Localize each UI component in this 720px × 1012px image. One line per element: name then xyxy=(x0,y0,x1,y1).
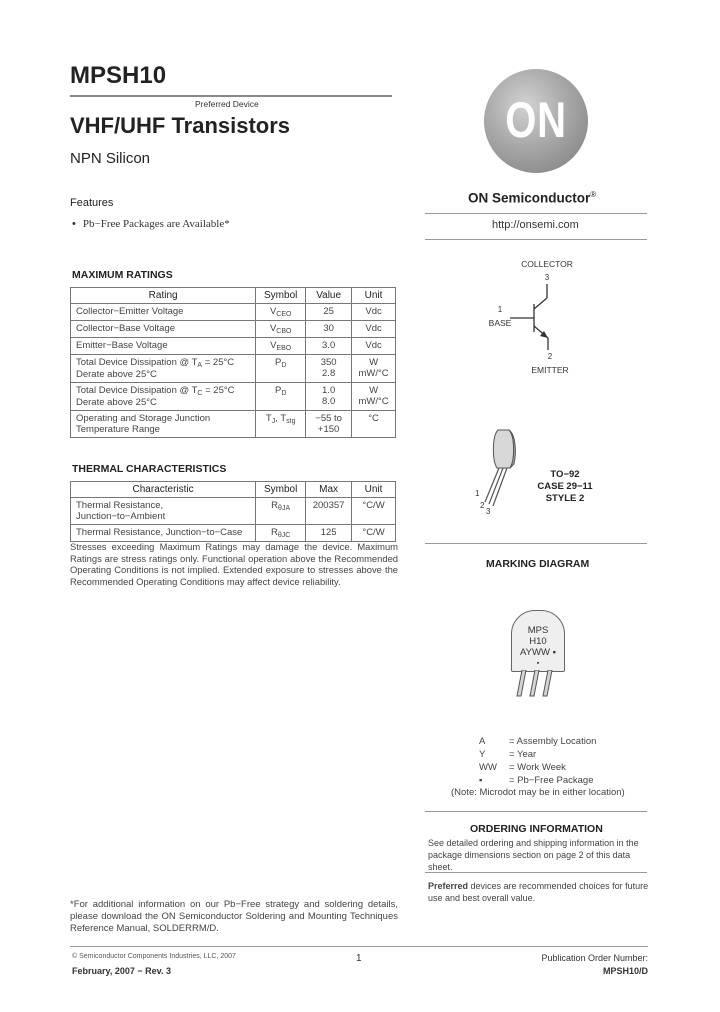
ordering-text: See detailed ordering and shipping information in the package dimensions section on page 2 of this data sheet. xyxy=(428,838,639,872)
unit-cell: Vdc xyxy=(352,304,396,321)
value-cell: 350 2.8 xyxy=(306,355,352,383)
brand-name: ON Semiconductor® xyxy=(468,190,597,206)
bullet: • xyxy=(72,218,76,230)
preferred-rule xyxy=(425,872,647,873)
feature-item xyxy=(72,218,230,230)
preferred-note: Preferred devices are recommended choices for future use and best overall value. xyxy=(428,881,649,903)
thermal-heading: THERMAL CHARACTERISTICS xyxy=(72,463,227,475)
unit-cell: Vdc xyxy=(352,321,396,338)
rating-cell: Total Device Dissipation @ $T_A = 25^\circ C$ Derate above 25°C xyxy=(71,355,256,383)
column-header: Characteristic xyxy=(71,482,256,498)
url-rule xyxy=(425,239,647,240)
footnote: *For additional information on our Pb−Free strategy and soldering details, please download the ON Semiconductor Soldering and Mounting Techniques Reference Manual, SOLDERRM/D. xyxy=(70,899,398,934)
stresses-note: Stresses exceeding Maximum Ratings may damage the device. Maximum Ratings are stress ratings only. Functional operation above the Recommended Operating Conditions is not implied. Extended exposure to stresses above the Recommended Operating Conditions may affect device reliability. xyxy=(70,541,398,587)
table-row xyxy=(71,355,396,383)
unit-cell: W mW/°C xyxy=(352,383,396,411)
marking-body xyxy=(511,610,565,672)
package-style: STYLE 2 xyxy=(545,493,585,504)
max-ratings-table xyxy=(70,287,396,438)
npn-symbol-icon xyxy=(510,284,548,350)
page-title: VHF/UHF Transistors xyxy=(70,113,291,138)
legend-item: WW = Work Week xyxy=(479,762,566,773)
pin-number: 2 xyxy=(480,501,485,510)
table-row xyxy=(71,304,396,321)
emitter-label: EMITTER xyxy=(531,365,569,375)
on-logo xyxy=(484,69,588,173)
symbol-cell: $P_D$ xyxy=(256,383,306,411)
pin-number: 2 xyxy=(547,352,553,361)
preferred-device-label: Preferred Device xyxy=(195,99,259,109)
legend-item: ▪ = Pb−Free Package xyxy=(479,775,594,786)
unit-cell: °C xyxy=(352,411,396,438)
marking-line-2: H10 xyxy=(529,636,547,647)
unit-cell: °C/W xyxy=(352,498,396,525)
pin-number: 3 xyxy=(544,273,550,282)
value-cell: 25 xyxy=(306,304,352,321)
marking-rule xyxy=(425,543,647,544)
base-label: BASE xyxy=(488,318,512,328)
column-header: Symbol xyxy=(256,288,306,304)
package-type: TO−92 xyxy=(550,469,580,480)
legend-item: A = Assembly Location xyxy=(479,736,597,747)
logo-text: ON xyxy=(505,92,567,148)
table-row xyxy=(71,525,396,542)
table-row xyxy=(71,498,396,525)
page-subtitle: NPN Silicon xyxy=(70,150,151,167)
legend-note: (Note: Microdot may be in either location) xyxy=(451,787,625,798)
thermal-table xyxy=(70,481,396,542)
symbol-cell: $R_{\theta JA}$ xyxy=(256,498,306,525)
marking-leads-icon xyxy=(512,670,562,698)
symbol-cell: $V_{CBO}$ xyxy=(256,321,306,338)
characteristic-cell: Thermal Resistance, Junction−to−Ambient xyxy=(71,498,256,525)
part-number: MPSH10 xyxy=(70,62,167,89)
unit-cell: Vdc xyxy=(352,338,396,355)
symbol-cell: $V_{CEO}$ xyxy=(256,304,306,321)
ordering-rule xyxy=(425,811,647,812)
pin-number: 1 xyxy=(497,305,503,314)
rating-cell: Collector−Emitter Voltage xyxy=(71,304,256,321)
unit-cell: W mW/°C xyxy=(352,355,396,383)
copyright: © Semiconductor Components Industries, LLC, 2007 xyxy=(72,953,236,960)
table-row xyxy=(71,338,396,355)
marking-line-1: MPS xyxy=(527,625,549,636)
max-cell: 200357 xyxy=(306,498,352,525)
website-link[interactable]: http://onsemi.com xyxy=(492,219,579,231)
pin-number: 1 xyxy=(475,489,480,498)
column-header: Rating xyxy=(71,288,256,304)
rating-cell: Collector−Base Voltage xyxy=(71,321,256,338)
brand-rule xyxy=(425,213,647,214)
marking-line-3: AYWW ▪ xyxy=(520,647,556,658)
pin-number: 3 xyxy=(486,507,491,516)
collector-label: COLLECTOR xyxy=(521,259,573,269)
ordering-heading: ORDERING INFORMATION xyxy=(470,823,603,835)
marking-legend xyxy=(479,735,596,787)
value-cell: 1.0 8.0 xyxy=(306,383,352,411)
publication-label: Publication Order Number: xyxy=(541,953,648,963)
marking-heading: MARKING DIAGRAM xyxy=(486,558,590,570)
value-cell: −55 to +150 xyxy=(306,411,352,438)
table-row xyxy=(71,411,396,438)
column-header: Max xyxy=(306,482,352,498)
rating-cell: Total Device Dissipation @ $T_C = 25^\circ C$ Derate above 25°C xyxy=(71,383,256,411)
transistor-schematic xyxy=(470,254,610,378)
package-body-icon xyxy=(493,430,515,468)
table-row xyxy=(71,321,396,338)
symbol-cell: $V_{EBO}$ xyxy=(256,338,306,355)
header-rule xyxy=(70,95,392,97)
value-cell: 3.0 xyxy=(306,338,352,355)
column-header: Symbol xyxy=(256,482,306,498)
date-revision: February, 2007 − Rev. 3 xyxy=(72,966,171,976)
table-header-row xyxy=(71,482,396,498)
footer-rule xyxy=(70,946,648,947)
symbol-cell: $T_J$, $T_{stg}$ xyxy=(256,411,306,438)
unit-cell: °C/W xyxy=(352,525,396,542)
column-header: Value xyxy=(306,288,352,304)
features-heading: Features xyxy=(70,197,114,209)
legend-item: Y = Year xyxy=(479,749,537,760)
symbol-cell: $P_D$ xyxy=(256,355,306,383)
max-cell: 125 xyxy=(306,525,352,542)
publication-number: MPSH10/D xyxy=(602,966,648,976)
rating-cell: Operating and Storage Junction Temperature Range xyxy=(71,411,256,438)
package-label xyxy=(520,469,610,505)
table-row xyxy=(71,383,396,411)
column-header: Unit xyxy=(352,482,396,498)
max-ratings-heading: MAXIMUM RATINGS xyxy=(72,269,173,281)
value-cell: 30 xyxy=(306,321,352,338)
microdot-icon: ▪ xyxy=(536,660,540,667)
table-header-row xyxy=(71,288,396,304)
page-number: 1 xyxy=(356,953,362,964)
feature-text: Pb−Free Packages are Available* xyxy=(82,218,230,230)
characteristic-cell: Thermal Resistance, Junction−to−Case xyxy=(71,525,256,542)
column-header: Unit xyxy=(352,288,396,304)
rating-cell: Emitter−Base Voltage xyxy=(71,338,256,355)
symbol-cell: $R_{\theta JC}$ xyxy=(256,525,306,542)
package-leads-icon xyxy=(485,468,507,506)
package-case: CASE 29−11 xyxy=(537,481,593,492)
